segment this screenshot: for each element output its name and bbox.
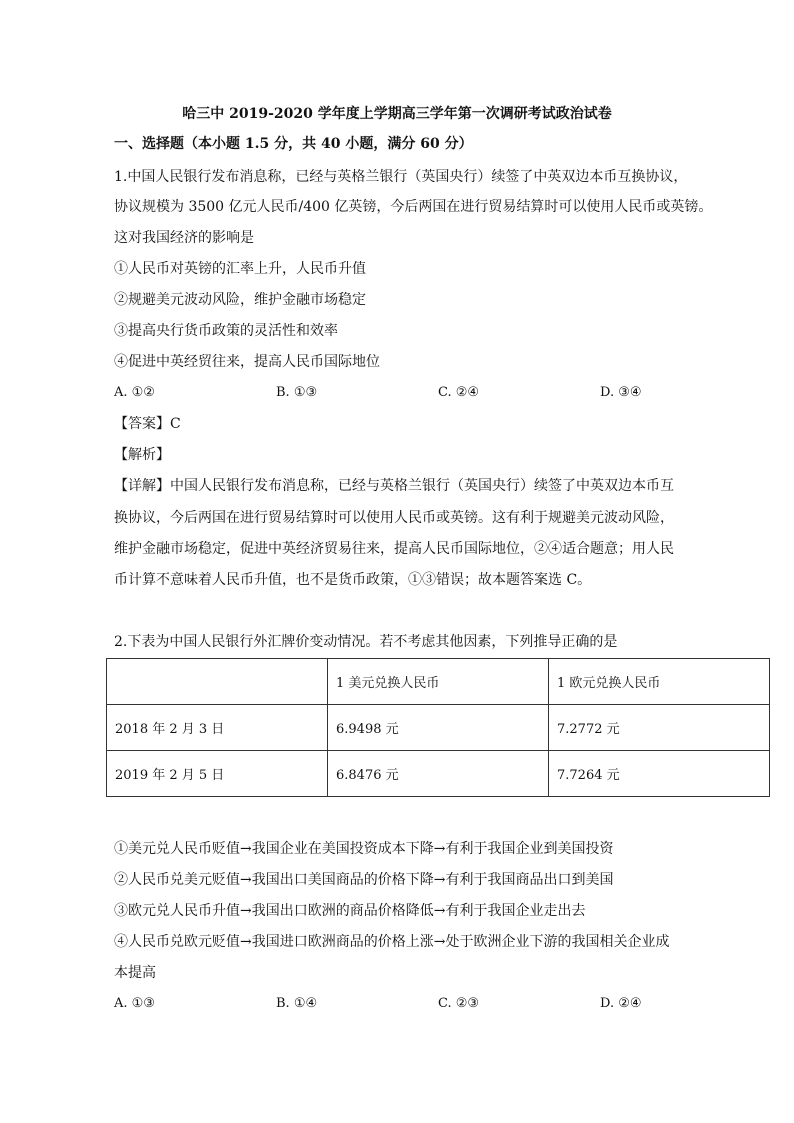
- q1-detail-line-3: 维护金融市场稳定，促进中英经济贸易往来，提高人民币国际地位，②④适合题意；用人民: [114, 541, 674, 557]
- table-cell-usd: 6.9498 元: [328, 705, 549, 751]
- table-cell-eur: 7.7264 元: [549, 751, 770, 797]
- table-cell-date: 2019 年 2 月 5 日: [107, 751, 328, 797]
- table-row: [107, 751, 770, 797]
- table-header-cell: 1 欧元兑换人民币: [549, 659, 770, 705]
- q2-item-4: ④人民币兑欧元贬值→我国进口欧洲商品的价格上涨→处于欧洲企业下游的我国相关企业成: [114, 934, 670, 950]
- q2-item-4-cont: 本提高: [114, 965, 156, 981]
- q1-detail-line-4: 币计算不意味着人民币升值，也不是货币政策，①③错误；故本题答案选 C。: [114, 572, 592, 588]
- table-header-cell: [107, 659, 328, 705]
- q1-stem-line-3: 这对我国经济的影响是: [114, 230, 254, 246]
- table-header-cell: 1 美元兑换人民币: [328, 659, 549, 705]
- q2-option-d: D. ②④: [600, 996, 642, 1011]
- q1-option-b: B. ①③: [276, 385, 318, 400]
- q1-detail-line-2: 换协议，今后两国在进行贸易结算时可以使用人民币或英镑。这有利于规避美元波动风险，: [114, 510, 674, 526]
- table-cell-date: 2018 年 2 月 3 日: [107, 705, 328, 751]
- q2-option-c: C. ②③: [438, 996, 480, 1011]
- exam-title: 哈三中 2019-2020 学年度上学期高三学年第一次调研考试政治试卷: [182, 106, 612, 122]
- q1-item-3: ③提高央行货币政策的灵活性和效率: [114, 323, 338, 339]
- table-cell-eur: 7.2772 元: [549, 705, 770, 751]
- q1-detail-line-1: 【详解】中国人民银行发布消息称，已经与英格兰银行（英国央行）续签了中英双边本币互: [114, 478, 674, 494]
- q2-item-2: ②人民币兑美元贬值→我国出口美国商品的价格下降→有利于我国商品出口到美国: [114, 872, 614, 888]
- q2-option-b: B. ①④: [276, 996, 318, 1011]
- q1-stem-line-1: 1.中国人民银行发布消息称，已经与英格兰银行（英国央行）续签了中英双边本币互换协议，: [114, 169, 688, 185]
- q1-stem-line-2: 协议规模为 3500 亿元人民币/400 亿英镑，今后两国在进行贸易结算时可以使用人民币或英镑。: [114, 199, 713, 215]
- table-header-row: [107, 659, 770, 705]
- q1-option-c: C. ②④: [438, 385, 480, 400]
- q2-item-1: ①美元兑人民币贬值→我国企业在美国投资成本下降→有利于我国企业到美国投资: [114, 841, 614, 857]
- q1-answer: 【答案】C: [114, 416, 181, 432]
- table-cell-usd: 6.8476 元: [328, 751, 549, 797]
- q2-item-3: ③欧元兑人民币升值→我国出口欧洲的商品价格降低→有利于我国企业走出去: [114, 903, 586, 919]
- exchange-rate-table: [106, 658, 770, 797]
- q2-option-a: A. ①③: [114, 996, 155, 1011]
- q1-option-a: A. ①②: [114, 385, 155, 400]
- q1-option-d: D. ③④: [600, 385, 642, 400]
- q1-analysis-label: 【解析】: [114, 447, 170, 463]
- table-row: [107, 705, 770, 751]
- q1-item-1: ①人民币对英镑的汇率上升，人民币升值: [114, 261, 366, 277]
- q1-item-2: ②规避美元波动风险，维护金融市场稳定: [114, 292, 366, 308]
- q2-stem: 2.下表为中国人民银行外汇牌价变动情况。若不考虑其他因素，下列推导正确的是: [114, 634, 618, 650]
- section-header: 一、选择题（本小题 1.5 分，共 40 小题，满分 60 分）: [114, 136, 473, 152]
- q1-item-4: ④促进中英经贸往来，提高人民币国际地位: [114, 354, 380, 370]
